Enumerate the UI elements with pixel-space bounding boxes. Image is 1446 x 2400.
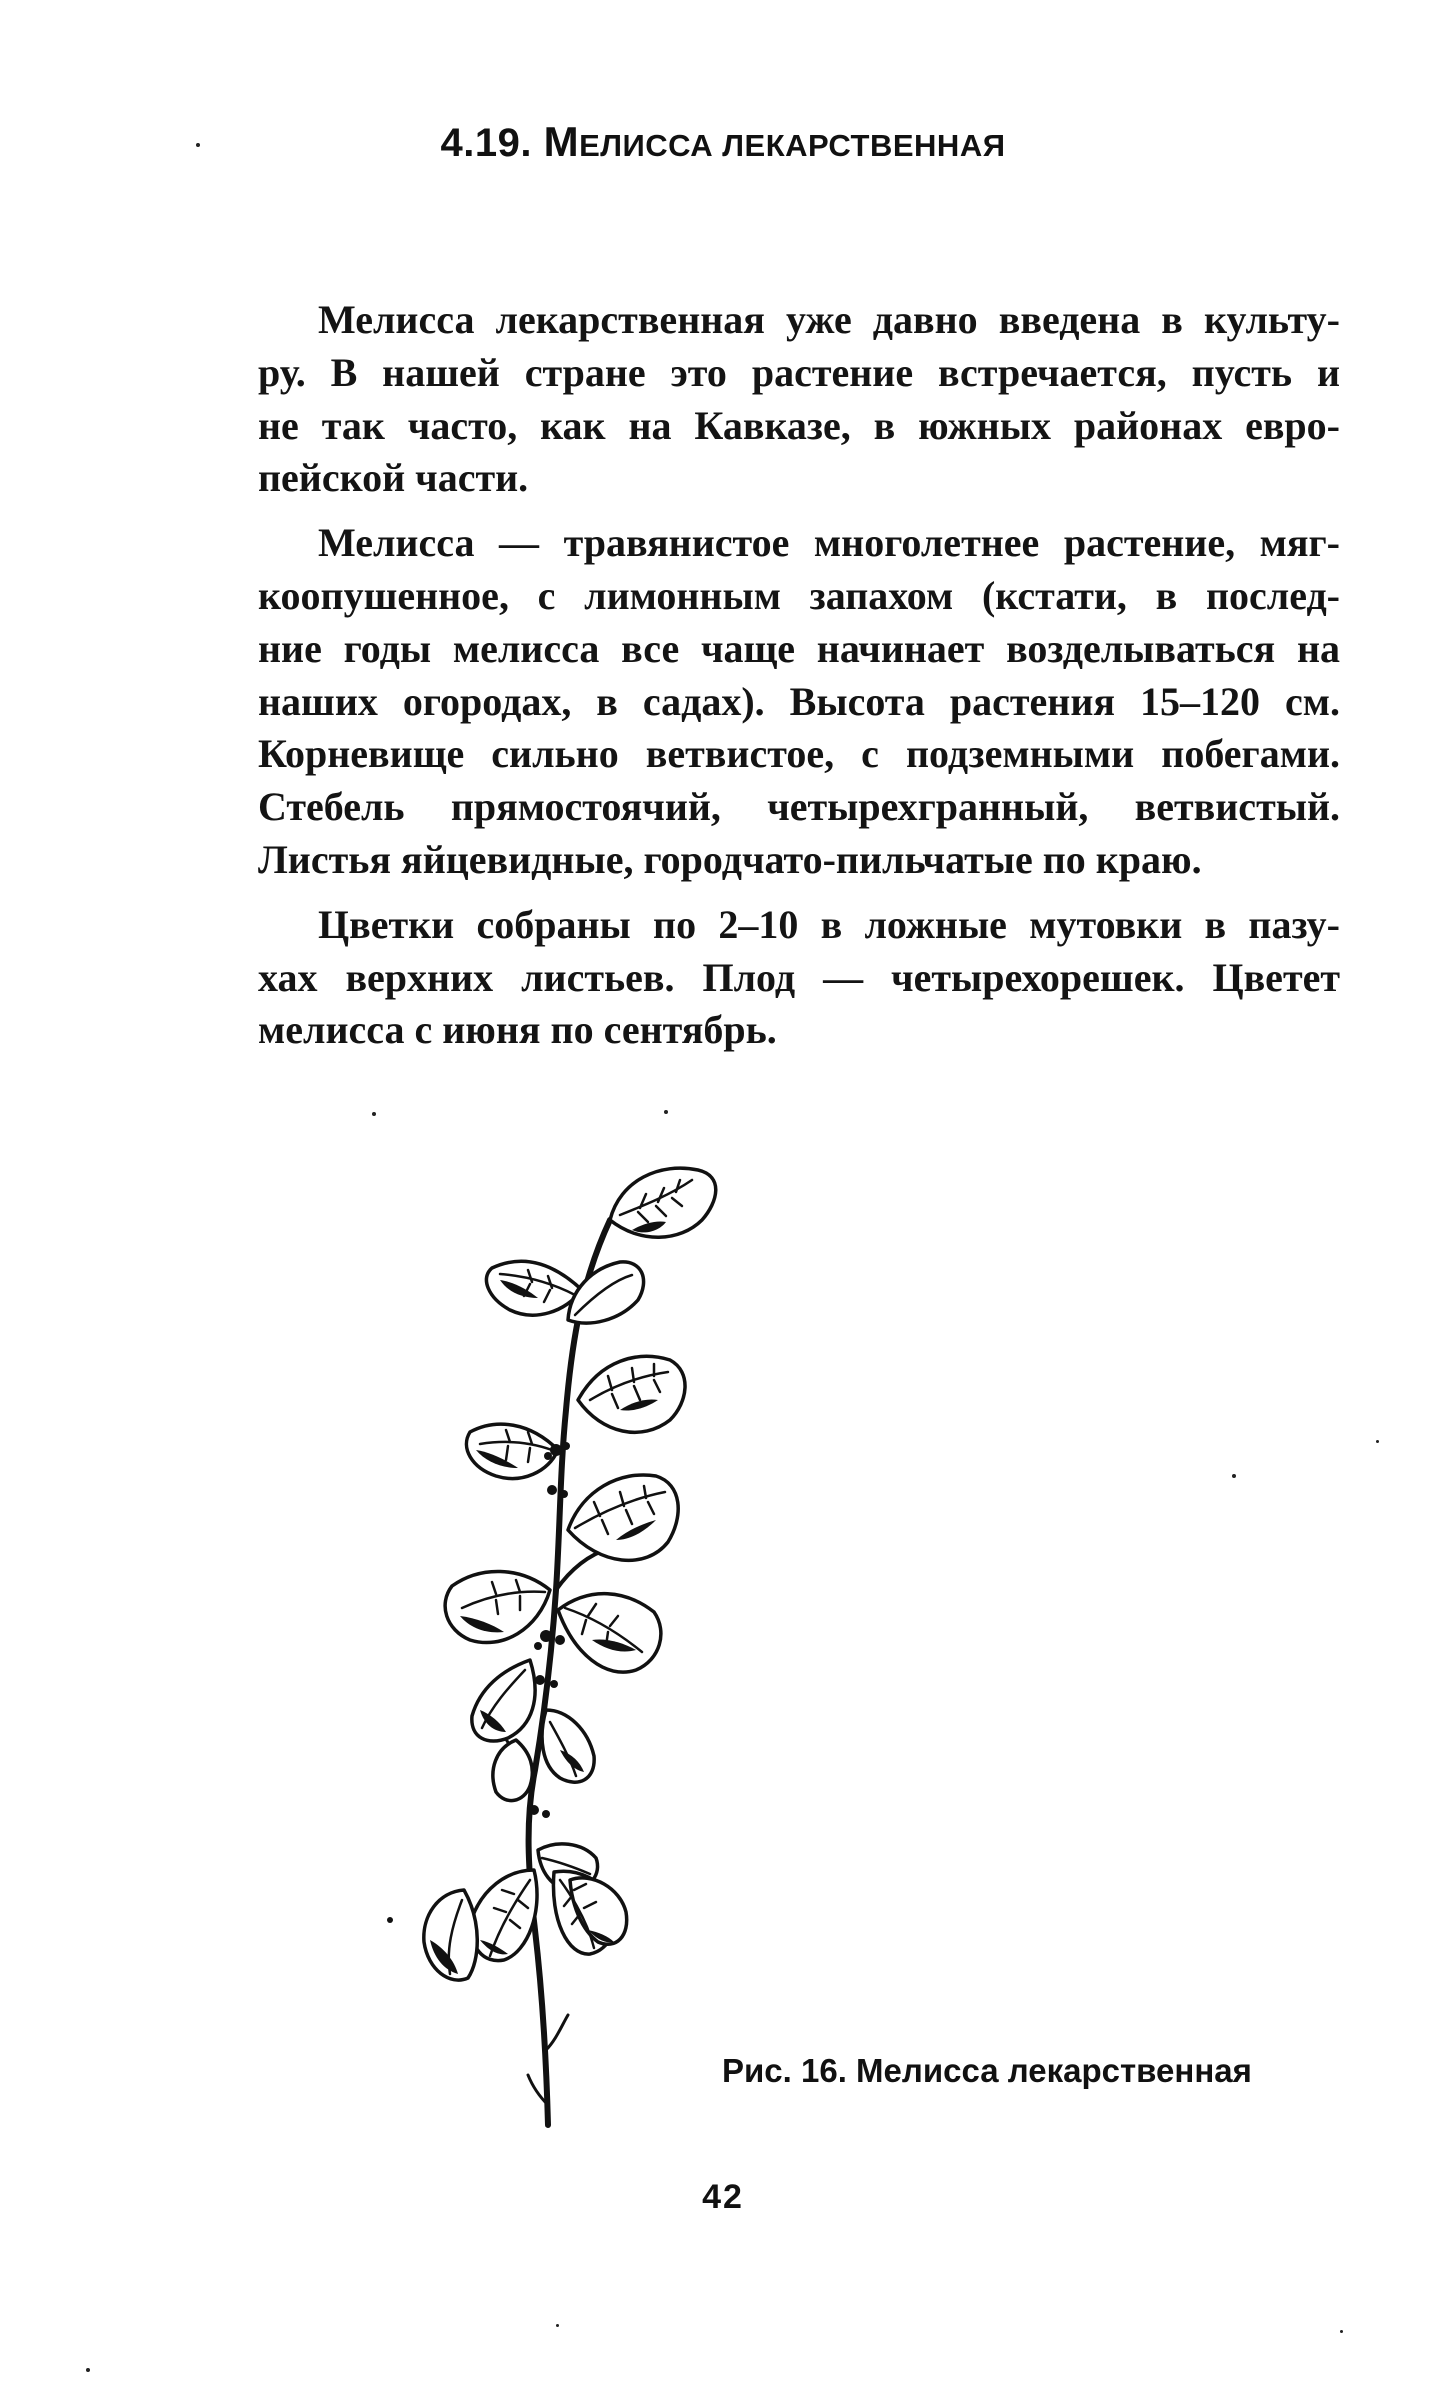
section-number: 4.19. — [440, 121, 532, 165]
scan-speck — [1340, 2330, 1343, 2333]
scan-speck — [556, 2324, 559, 2327]
leaf — [558, 1594, 661, 1672]
scan-speck — [1376, 1440, 1379, 1443]
leaf — [493, 1740, 532, 1801]
text-line: Листья яйцевидные, городчато-пильчатые по краю. — [258, 836, 1202, 882]
text-line: Мелисса лекарственная уже давно введена в культу- — [318, 297, 1340, 342]
figure-caption: Рис. 16. Мелисса лекарственная — [722, 2052, 1252, 2089]
leaf — [568, 1475, 678, 1560]
scan-speck — [372, 1112, 376, 1116]
leaf — [568, 1262, 644, 1323]
text-line: коопушенное, с лимонным запахом (кстати, в послед- — [258, 572, 1340, 618]
leaf — [610, 1168, 716, 1237]
scan-speck — [1232, 1474, 1236, 1478]
paragraph-intro — [198, 294, 1340, 505]
text-line: мелисса с июня по сентябрь. — [258, 1007, 777, 1053]
section-heading — [0, 118, 1446, 166]
scan-speck — [664, 1110, 668, 1114]
melissa-plant-illustration — [320, 1150, 760, 2140]
text-line: ру. В нашей стране это растение встречается, пусть и — [258, 349, 1340, 395]
text-line: Цветки собраны по 2–10 в ложные мутовки в пазу- — [318, 901, 1340, 947]
page-number: 42 — [702, 2178, 744, 2216]
article-body — [198, 294, 1340, 1069]
text-line: хах верхних листьев. Плод — четырехорешек. Цветет — [258, 954, 1340, 1000]
paragraph-description — [198, 517, 1340, 887]
text-line: пейской части. — [258, 455, 529, 501]
scan-speck — [86, 2368, 90, 2372]
leaf — [486, 1261, 582, 1315]
text-line: Мелисса — травянистое многолетнее растение, мяг- — [318, 520, 1340, 566]
text-line: не так часто, как на Кавказе, в южных районах евро- — [258, 402, 1340, 448]
section-title-initial: М — [543, 118, 580, 165]
text-line: ние годы мелисса все чаще начинает возделываться на — [258, 625, 1340, 671]
plant-stem — [529, 1220, 610, 2125]
scan-speck — [196, 143, 200, 147]
section-title-rest: ЕЛИССА ЛЕКАРСТВЕННАЯ — [579, 128, 1006, 163]
text-line: Корневище сильно ветвистое, с подземными побегами. — [258, 731, 1340, 777]
paragraph-flowers — [198, 899, 1340, 1057]
text-line: Стебель прямостоячий, четырехгранный, ветвистый. — [258, 784, 1340, 830]
text-line: наших огородах, в садах). Высота растения 15–120 см. — [258, 678, 1340, 724]
